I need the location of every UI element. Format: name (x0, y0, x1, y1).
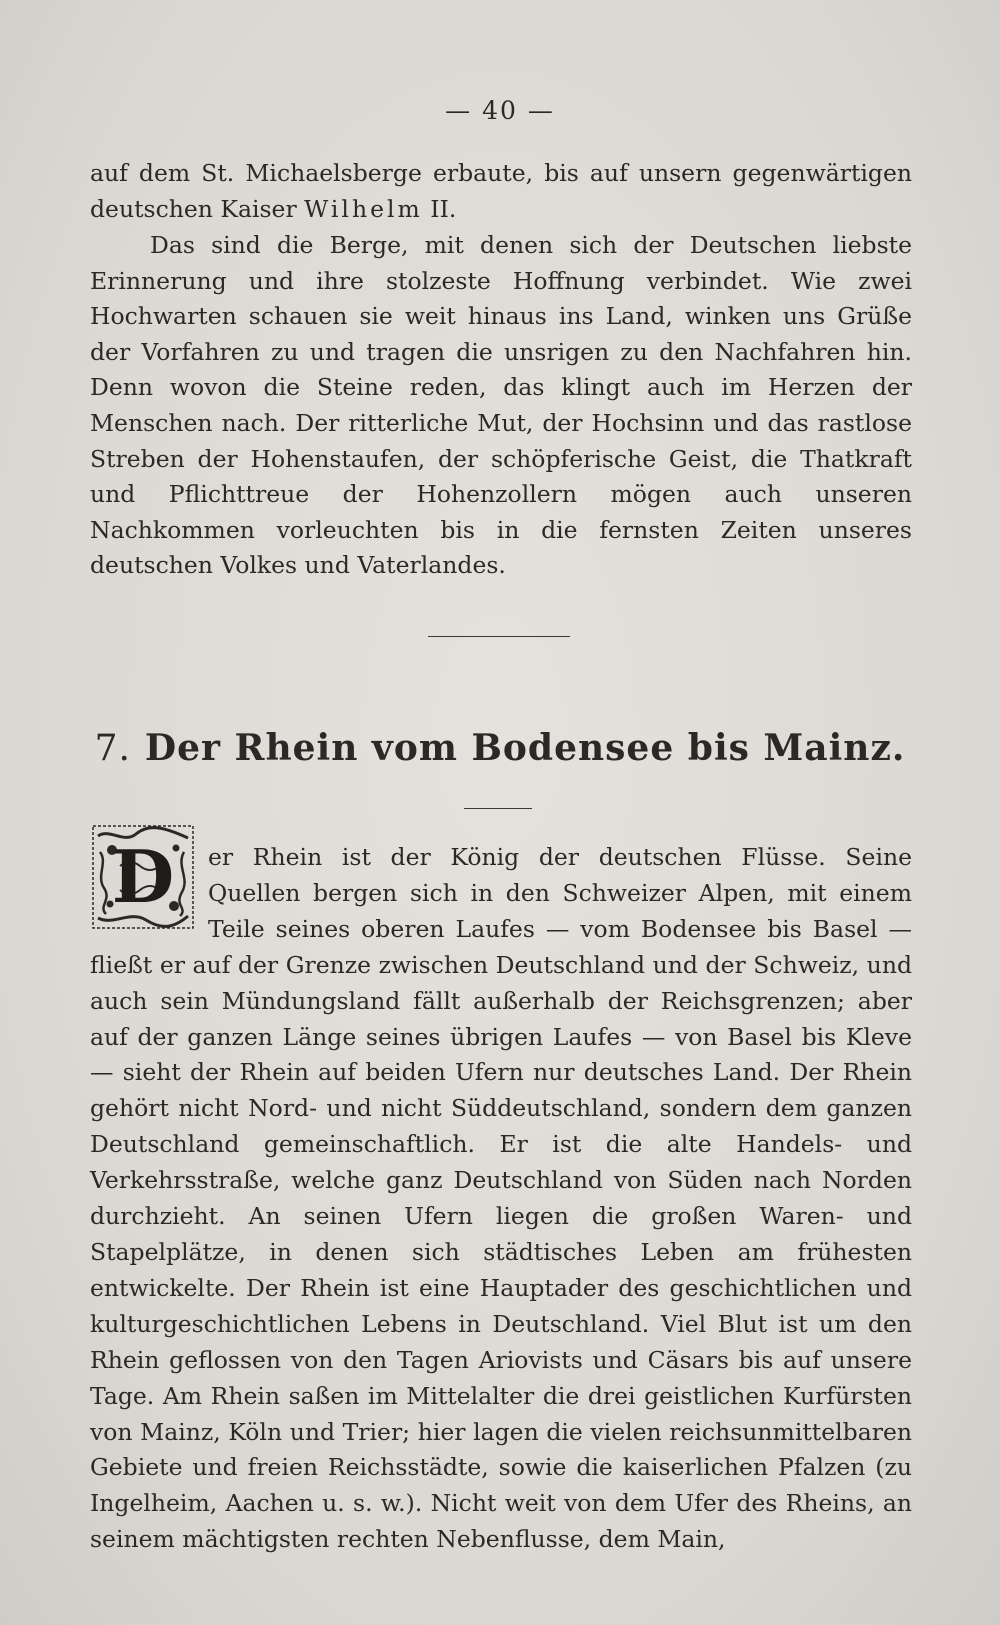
emperor-name: Wilhelm (304, 194, 423, 223)
emperor-numeral: II. (430, 194, 457, 223)
drop-cap-letter: D (111, 834, 175, 919)
intro-paragraph (90, 156, 912, 227)
body-paragraph (90, 840, 912, 1558)
intro-text: auf dem St. Michaelsberge erbaute, bis auf unsern gegenwärtigen deutschen Kaiser (90, 159, 912, 223)
section-title: Der Rhein vom Bodensee bis Mainz. (144, 727, 906, 769)
section-divider (428, 636, 570, 637)
section-number: 7. (94, 728, 131, 769)
closing-paragraph: Das sind die Berge, mit denen sich der Deutschen liebste Erinnerung und ihre stolzeste Hoffnung verbindet. Wie zwei Hochwarten schauen sie weit hinaus ins Land, winken uns Grüße der Vorfahren zu und tragen die unsrigen zu den Nachfahren hin. Denn wovon die Steine reden, das klingt auch im Herzen der Menschen nach. Der ritterliche Mut, der Hochsinn und das rastlose Streben der Hohenstaufen, der schöpferische Geist, die Thatkraft und Pflichttreue der Hohenzollern mögen auch unseren Nachkommen vorleuchten bis in die fernsten Zeiten unseres deutschen Volkes und Vaterlandes. (90, 231, 912, 580)
body-text: er Rhein ist der König der deutschen Flüsse. Seine Quellen bergen sich in den Schweizer Alpen, mit einem Teile seines oberen Laufes — vom Bodensee bis Basel — fließt er auf der Grenze zwischen Deutschland und der Schweiz, und auch sein Mündungsland fällt außerhalb der Reichsgrenzen; aber auf der ganzen Länge seines übrigen Laufes — von Basel bis Kleve — sieht der Rhein auf beiden Ufern nur deutsches Land. Der Rhein gehört nicht Nord- und nicht Süddeutschland, sondern dem ganzen Deutschland gemeinschaftlich. Er ist die alte Handels- und Verkehrsstraße, welche ganz Deutschland von Süden nach Norden durchzieht. An seinen Ufern liegen die großen Waren- und Stapelplätze, in denen sich städtisches Leben am frühesten entwickelte. Der Rhein ist eine Hauptader des geschichtlichen und kulturgeschichtlichen Lebens in Deutschland. Viel Blut ist um den Rhein geflossen von den Tagen Ariovists und Cäsars bis auf unsere Tage. Am Rhein saßen im Mittelalter die drei geistlichen Kurfürsten von Mainz, Köln und Trier; hier lagen die vielen reichsunmittelbaren Gebiete und freien Reichsstädte, sowie die kaiserlichen Pfalzen (zu Ingelheim, Aachen u. s. w.). Nicht weit von dem Ufer des Rheins, an seinem mächtigsten rechten Nebenflusse, dem Main, (90, 843, 912, 1554)
section-heading (0, 727, 1000, 769)
page-number: — 40 — (445, 96, 555, 125)
title-underline (464, 808, 532, 809)
